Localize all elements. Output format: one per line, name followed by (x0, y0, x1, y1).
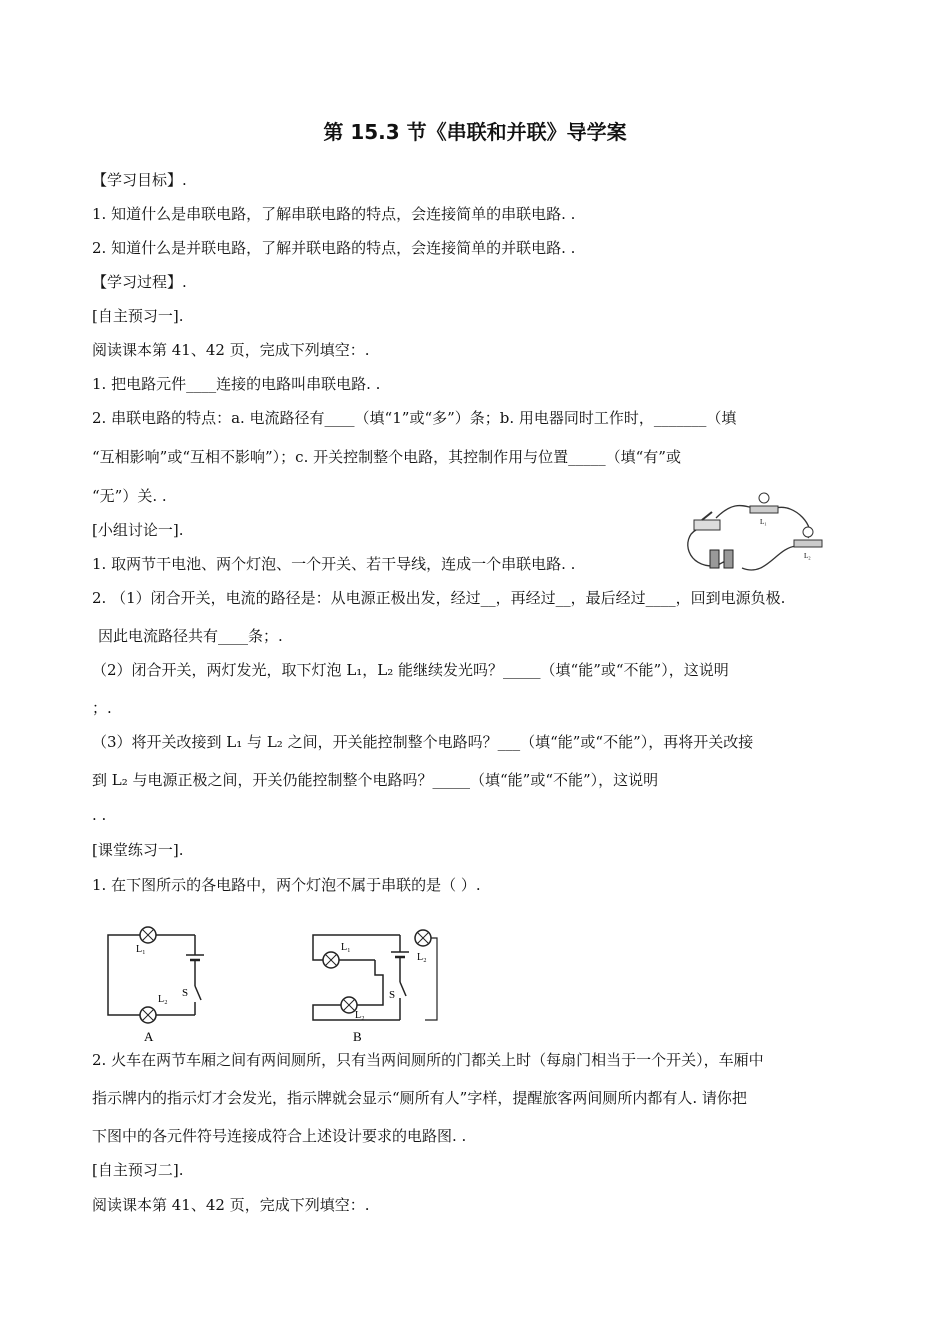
circuit-b-l2: L₂ (355, 1010, 365, 1021)
circuit-a-l2: L₂ (158, 994, 168, 1005)
practice-2-line-3: 下图中的各元件符号连接成符合上述设计要求的电路图. . (92, 1127, 467, 1145)
question-2-line-2: “互相影响”或“互相不影响”）；c. 开关控制整个电路，其控制作用与位置_____（填“有”或 (92, 448, 681, 466)
instruction-read-2: 阅读课本第 41、42 页，完成下列填空：. (92, 1196, 370, 1214)
practice-1: 1. 在下图所示的各电路中，两个灯泡不属于串联的是（ ）. (92, 876, 481, 894)
section-heading-objectives: 【学习目标】. (92, 171, 187, 189)
subheading-preview-2: [自主预习二]. (92, 1161, 184, 1179)
circuit-b-l1: L₁ (341, 942, 351, 953)
objective-2: 2. 知道什么是并联电路，了解并联电路的特点，会连接简单的并联电路. . (92, 239, 576, 257)
subheading-preview-1: [自主预习一]. (92, 307, 184, 325)
circuit-diagram-b (305, 920, 445, 1045)
discussion-2-part-3-end: . . (92, 806, 107, 824)
subheading-discussion-1: [小组讨论一]. (92, 521, 184, 539)
discussion-2-part-2-end: ；. (92, 699, 112, 717)
section-heading-process: 【学习过程】. (92, 273, 187, 291)
discussion-2-line-1: 2. （1）闭合开关，电流的路径是：从电源正极出发，经过__，再经过__，最后经过____，回到电源负极. (92, 589, 786, 607)
page-title: 第 15.3 节《串联和并联》导学案 (323, 120, 627, 144)
practice-2-line-2: 指示牌内的指示灯才会发光，指示牌就会显示“厕所有人”字样，提醒旅客两间厕所内都有人. 请你把 (92, 1089, 747, 1107)
circuit-b-label: B (353, 1029, 362, 1044)
photo-l2-label: L₂ (804, 552, 811, 560)
circuit-b-switch-label: S (389, 989, 396, 1001)
discussion-2-line-2: 因此电流路径共有____条；. (98, 627, 283, 645)
objective-1: 1. 知道什么是串联电路，了解串联电路的特点，会连接简单的串联电路. . (92, 205, 576, 223)
circuit-diagram-a (100, 920, 220, 1045)
subheading-practice-1: [课堂练习一]. (92, 841, 184, 859)
question-2-line-1: 2. 串联电路的特点：a. 电流路径有____（填“1”或“多”）条；b. 用电器同时工作时，_______（填 (92, 409, 737, 427)
series-circuit-photo (676, 488, 836, 578)
circuit-a-switch-label: S (182, 987, 189, 999)
discussion-1: 1. 取两节干电池、两个灯泡、一个开关、若干导线，连成一个串联电路. . (92, 555, 576, 573)
question-2-line-3: “无”）关. . (92, 487, 167, 505)
instruction-read: 阅读课本第 41、42 页，完成下列填空：. (92, 341, 370, 359)
practice-2-line-1: 2. 火车在两节车厢之间有两间厕所，只有当两间厕所的门都关上时（每扇门相当于一个开关），车厢中 (92, 1051, 764, 1069)
circuit-b-l2-right: L₂ (417, 952, 427, 963)
discussion-2-part-3-line-2: 到 L₂ 与电源正极之间，开关仍能控制整个电路吗？_____（填“能”或“不能”），这说明 (92, 771, 659, 789)
discussion-2-part-2: （2）闭合开关，两灯发光，取下灯泡 L₁，L₂ 能继续发光吗？_____（填“能”或“不能”），这说明 (92, 661, 729, 679)
discussion-2-part-3-line-1: （3）将开关改接到 L₁ 与 L₂ 之间，开关能控制整个电路吗？___（填“能”或“不能”），再将开关改接 (92, 733, 754, 751)
photo-l1-label: L₁ (760, 518, 767, 526)
question-1: 1. 把电路元件____连接的电路叫串联电路. . (92, 375, 381, 393)
circuit-a-l1: L₁ (136, 944, 146, 955)
circuit-a-label: A (144, 1029, 154, 1044)
